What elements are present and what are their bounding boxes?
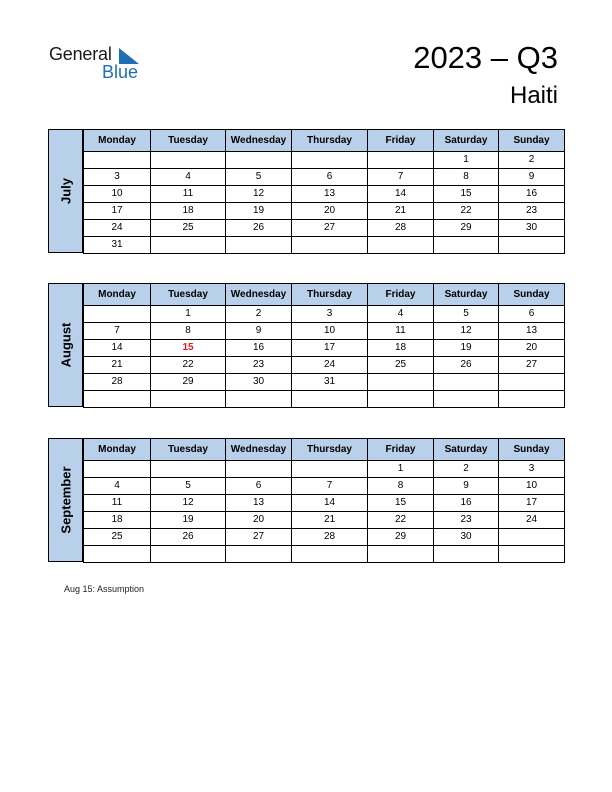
day-cell: 5 <box>151 478 226 495</box>
day-cell <box>226 461 292 478</box>
day-cell: 28 <box>368 220 434 237</box>
day-cell: 10 <box>292 323 368 340</box>
day-cell: 20 <box>226 512 292 529</box>
day-cell <box>292 152 368 169</box>
weekday-header: Monday <box>84 439 151 461</box>
day-cell: 12 <box>226 186 292 203</box>
day-cell: 24 <box>499 512 565 529</box>
day-cell: 1 <box>368 461 434 478</box>
day-cell: 3 <box>84 169 151 186</box>
day-cell: 22 <box>151 357 226 374</box>
day-cell: 13 <box>226 495 292 512</box>
weekday-header: Monday <box>84 130 151 152</box>
day-cell: 23 <box>499 203 565 220</box>
week-row <box>84 237 565 254</box>
day-cell: 25 <box>151 220 226 237</box>
week-row <box>84 461 565 478</box>
day-cell: 8 <box>151 323 226 340</box>
weekday-header-row <box>84 284 565 306</box>
day-cell <box>368 152 434 169</box>
day-cell: 1 <box>434 152 499 169</box>
day-cell: 14 <box>292 495 368 512</box>
day-cell <box>434 374 499 391</box>
day-cell: 13 <box>499 323 565 340</box>
day-cell: 22 <box>368 512 434 529</box>
month-name: August <box>58 322 73 368</box>
weekday-header: Sunday <box>499 284 565 306</box>
day-cell: 16 <box>499 186 565 203</box>
day-cell <box>434 546 499 563</box>
week-row <box>84 340 565 357</box>
day-cell <box>151 461 226 478</box>
weekday-header: Saturday <box>434 439 499 461</box>
generalblue-logo <box>49 44 149 84</box>
month-block-september <box>48 438 564 562</box>
day-cell: 31 <box>84 237 151 254</box>
week-row <box>84 306 565 323</box>
week-row <box>84 203 565 220</box>
weekday-header: Tuesday <box>151 284 226 306</box>
day-cell <box>226 237 292 254</box>
day-cell <box>499 546 565 563</box>
day-cell: 29 <box>434 220 499 237</box>
day-cell: 12 <box>151 495 226 512</box>
day-cell <box>499 237 565 254</box>
day-cell: 2 <box>499 152 565 169</box>
country-name: Haiti <box>509 82 558 109</box>
day-cell: 19 <box>226 203 292 220</box>
day-cell: 27 <box>292 220 368 237</box>
day-cell: 11 <box>151 186 226 203</box>
month-label <box>48 438 83 562</box>
day-cell <box>292 546 368 563</box>
day-cell <box>499 391 565 408</box>
day-cell: 24 <box>292 357 368 374</box>
day-cell: 26 <box>434 357 499 374</box>
week-row <box>84 169 565 186</box>
week-row <box>84 220 565 237</box>
day-cell: 21 <box>368 203 434 220</box>
day-cell: 23 <box>434 512 499 529</box>
day-cell <box>151 391 226 408</box>
day-cell <box>368 374 434 391</box>
day-cell <box>499 529 565 546</box>
day-cell: 4 <box>368 306 434 323</box>
day-cell <box>292 391 368 408</box>
day-cell: 1 <box>151 306 226 323</box>
day-cell <box>84 391 151 408</box>
day-cell: 5 <box>226 169 292 186</box>
weekday-header: Friday <box>368 284 434 306</box>
day-cell: 18 <box>84 512 151 529</box>
weekday-header: Wednesday <box>226 130 292 152</box>
day-cell: 3 <box>292 306 368 323</box>
day-cell <box>226 391 292 408</box>
day-cell: 17 <box>84 203 151 220</box>
week-row <box>84 374 565 391</box>
day-cell <box>368 391 434 408</box>
week-row <box>84 323 565 340</box>
day-cell: 6 <box>499 306 565 323</box>
week-row <box>84 529 565 546</box>
week-row <box>84 512 565 529</box>
day-cell: 8 <box>368 478 434 495</box>
day-cell: 26 <box>151 529 226 546</box>
week-row <box>84 495 565 512</box>
day-cell: 5 <box>434 306 499 323</box>
day-cell: 3 <box>499 461 565 478</box>
week-row <box>84 186 565 203</box>
day-cell: 17 <box>292 340 368 357</box>
weekday-header: Sunday <box>499 439 565 461</box>
weekday-header: Saturday <box>434 284 499 306</box>
weekday-header: Saturday <box>434 130 499 152</box>
day-cell <box>292 461 368 478</box>
day-cell: 9 <box>499 169 565 186</box>
weekday-header: Sunday <box>499 130 565 152</box>
day-cell: 19 <box>434 340 499 357</box>
day-cell: 11 <box>84 495 151 512</box>
day-cell: 25 <box>84 529 151 546</box>
weekday-header: Tuesday <box>151 439 226 461</box>
day-cell: 31 <box>292 374 368 391</box>
day-cell <box>226 546 292 563</box>
day-cell: 18 <box>151 203 226 220</box>
day-cell <box>151 546 226 563</box>
weekday-header: Monday <box>84 284 151 306</box>
month-name: September <box>58 466 73 534</box>
day-cell: 20 <box>292 203 368 220</box>
day-cell: 28 <box>84 374 151 391</box>
day-cell: 29 <box>151 374 226 391</box>
weekday-header: Friday <box>368 130 434 152</box>
calendar-table <box>83 438 565 563</box>
day-cell: 15 <box>151 340 226 357</box>
day-cell: 10 <box>84 186 151 203</box>
month-name: July <box>58 177 73 205</box>
day-cell: 30 <box>434 529 499 546</box>
page-title: 2023 – Q3 <box>413 40 558 75</box>
logo-word-blue: Blue <box>102 62 139 82</box>
day-cell: 8 <box>434 169 499 186</box>
week-row <box>84 357 565 374</box>
day-cell: 2 <box>226 306 292 323</box>
month-label <box>48 129 83 253</box>
day-cell <box>84 152 151 169</box>
day-cell: 14 <box>368 186 434 203</box>
weekday-header: Thursday <box>292 439 368 461</box>
day-cell: 7 <box>292 478 368 495</box>
weekday-header: Thursday <box>292 284 368 306</box>
day-cell: 14 <box>84 340 151 357</box>
day-cell: 25 <box>368 357 434 374</box>
calendar-table <box>83 129 565 254</box>
day-cell: 13 <box>292 186 368 203</box>
day-cell <box>292 237 368 254</box>
day-cell: 21 <box>292 512 368 529</box>
day-cell: 27 <box>499 357 565 374</box>
day-cell: 29 <box>368 529 434 546</box>
week-row <box>84 546 565 563</box>
day-cell <box>226 152 292 169</box>
logo-word-general: General <box>49 44 112 64</box>
day-cell: 9 <box>434 478 499 495</box>
day-cell <box>434 391 499 408</box>
week-row <box>84 152 565 169</box>
day-cell <box>434 237 499 254</box>
day-cell: 9 <box>226 323 292 340</box>
day-cell: 11 <box>368 323 434 340</box>
weekday-header: Wednesday <box>226 439 292 461</box>
day-cell: 16 <box>434 495 499 512</box>
day-cell: 26 <box>226 220 292 237</box>
holiday-note: Aug 15: Assumption <box>64 584 145 594</box>
day-cell: 12 <box>434 323 499 340</box>
day-cell: 22 <box>434 203 499 220</box>
calendar-table <box>83 283 565 408</box>
day-cell: 21 <box>84 357 151 374</box>
day-cell: 6 <box>226 478 292 495</box>
day-cell <box>368 237 434 254</box>
day-cell <box>151 237 226 254</box>
month-label <box>48 283 83 407</box>
day-cell <box>84 546 151 563</box>
weekday-header: Wednesday <box>226 284 292 306</box>
day-cell: 10 <box>499 478 565 495</box>
weekday-header-row <box>84 130 565 152</box>
day-cell <box>151 152 226 169</box>
day-cell: 27 <box>226 529 292 546</box>
day-cell: 18 <box>368 340 434 357</box>
day-cell: 15 <box>368 495 434 512</box>
day-cell: 6 <box>292 169 368 186</box>
day-cell: 7 <box>84 323 151 340</box>
week-row <box>84 391 565 408</box>
day-cell: 15 <box>434 186 499 203</box>
day-cell: 24 <box>84 220 151 237</box>
day-cell <box>84 461 151 478</box>
day-cell: 30 <box>226 374 292 391</box>
weekday-header-row <box>84 439 565 461</box>
day-cell: 20 <box>499 340 565 357</box>
day-cell: 28 <box>292 529 368 546</box>
day-cell: 19 <box>151 512 226 529</box>
day-cell: 7 <box>368 169 434 186</box>
day-cell: 2 <box>434 461 499 478</box>
day-cell: 16 <box>226 340 292 357</box>
day-cell: 4 <box>151 169 226 186</box>
day-cell <box>84 306 151 323</box>
day-cell: 4 <box>84 478 151 495</box>
weekday-header: Friday <box>368 439 434 461</box>
weekday-header: Thursday <box>292 130 368 152</box>
weekday-header: Tuesday <box>151 130 226 152</box>
month-block-august <box>48 283 564 407</box>
week-row <box>84 478 565 495</box>
day-cell: 23 <box>226 357 292 374</box>
month-block-july <box>48 129 564 253</box>
day-cell <box>499 374 565 391</box>
day-cell <box>368 546 434 563</box>
day-cell: 30 <box>499 220 565 237</box>
day-cell: 17 <box>499 495 565 512</box>
